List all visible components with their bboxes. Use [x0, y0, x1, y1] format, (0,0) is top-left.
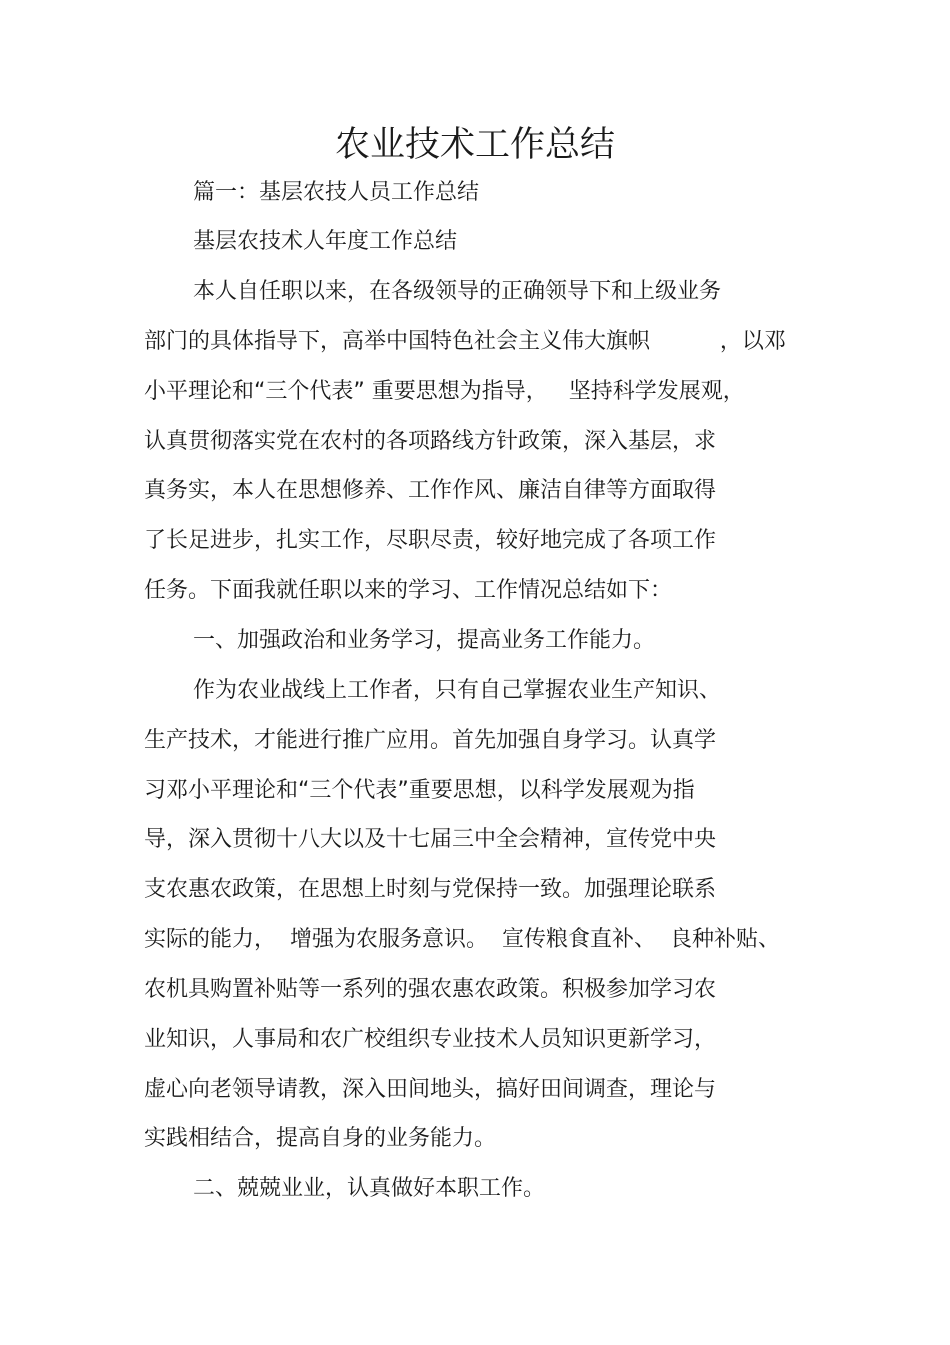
paragraph-line: 真务实，本人在思想修养、工作作风、廉洁自律等方面取得	[144, 478, 717, 503]
paragraph-line: 本人自任职以来，在各级领导的正确领导下和上级业务	[193, 279, 722, 304]
document-title: 农业技术工作总结	[334, 125, 615, 165]
paragraph-line: 导，深入贯彻十八大以及十七届三中全会精神，宣传党中央	[144, 827, 717, 852]
section-heading-1: 篇一：基层农技人员工作总结	[193, 180, 480, 205]
paragraph-line: 实践相结合，提高自身的业务能力。	[144, 1126, 497, 1151]
paragraph-line: 任务。下面我就任职以来的学习、工作情况总结如下：	[144, 578, 673, 603]
section-heading-2: 一、加强政治和业务学习，提高业务工作能力。	[193, 628, 656, 653]
paragraph-line: 支农惠农政策，在思想上时刻与党保持一致。加强理论联系	[144, 877, 717, 902]
paragraph-line: 虚心向老领导请教，深入田间地头，搞好田间调查，理论与	[144, 1077, 717, 1102]
subheading: 基层农技术人年度工作总结	[193, 229, 458, 254]
paragraph-line: 生产技术，才能进行推广应用。首先加强自身学习。认真学	[144, 728, 717, 753]
paragraph-line: 了长足进步，扎实工作，尽职尽责，较好地完成了各项工作	[144, 528, 717, 553]
paragraph-line: 实际的能力， 增强为农服务意识。 宣传粮食直补、 良种补贴、	[144, 927, 780, 952]
paragraph-line: 农机具购置补贴等一系列的强农惠农政策。积极参加学习农	[144, 977, 717, 1002]
section-heading-3: 二、兢兢业业，认真做好本职工作。	[193, 1176, 546, 1201]
paragraph-line: 部门的具体指导下，高举中国特色社会主义伟大旗帜 ，以邓	[144, 329, 786, 354]
paragraph-line: 认真贯彻落实党在农村的各项路线方针政策，深入基层，求	[144, 429, 717, 454]
paragraph-line: 习邓小平理论和“三个代表”重要思想，以科学发展观为指	[144, 778, 695, 803]
paragraph-line: 作为农业战线上工作者，只有自己掌握农业生产知识、	[193, 678, 722, 703]
paragraph-line: 小平理论和“三个代表” 重要思想为指导， 坚持科学发展观，	[144, 379, 745, 404]
paragraph-line: 业知识，人事局和农广校组织专业技术人员知识更新学习，	[144, 1027, 717, 1052]
